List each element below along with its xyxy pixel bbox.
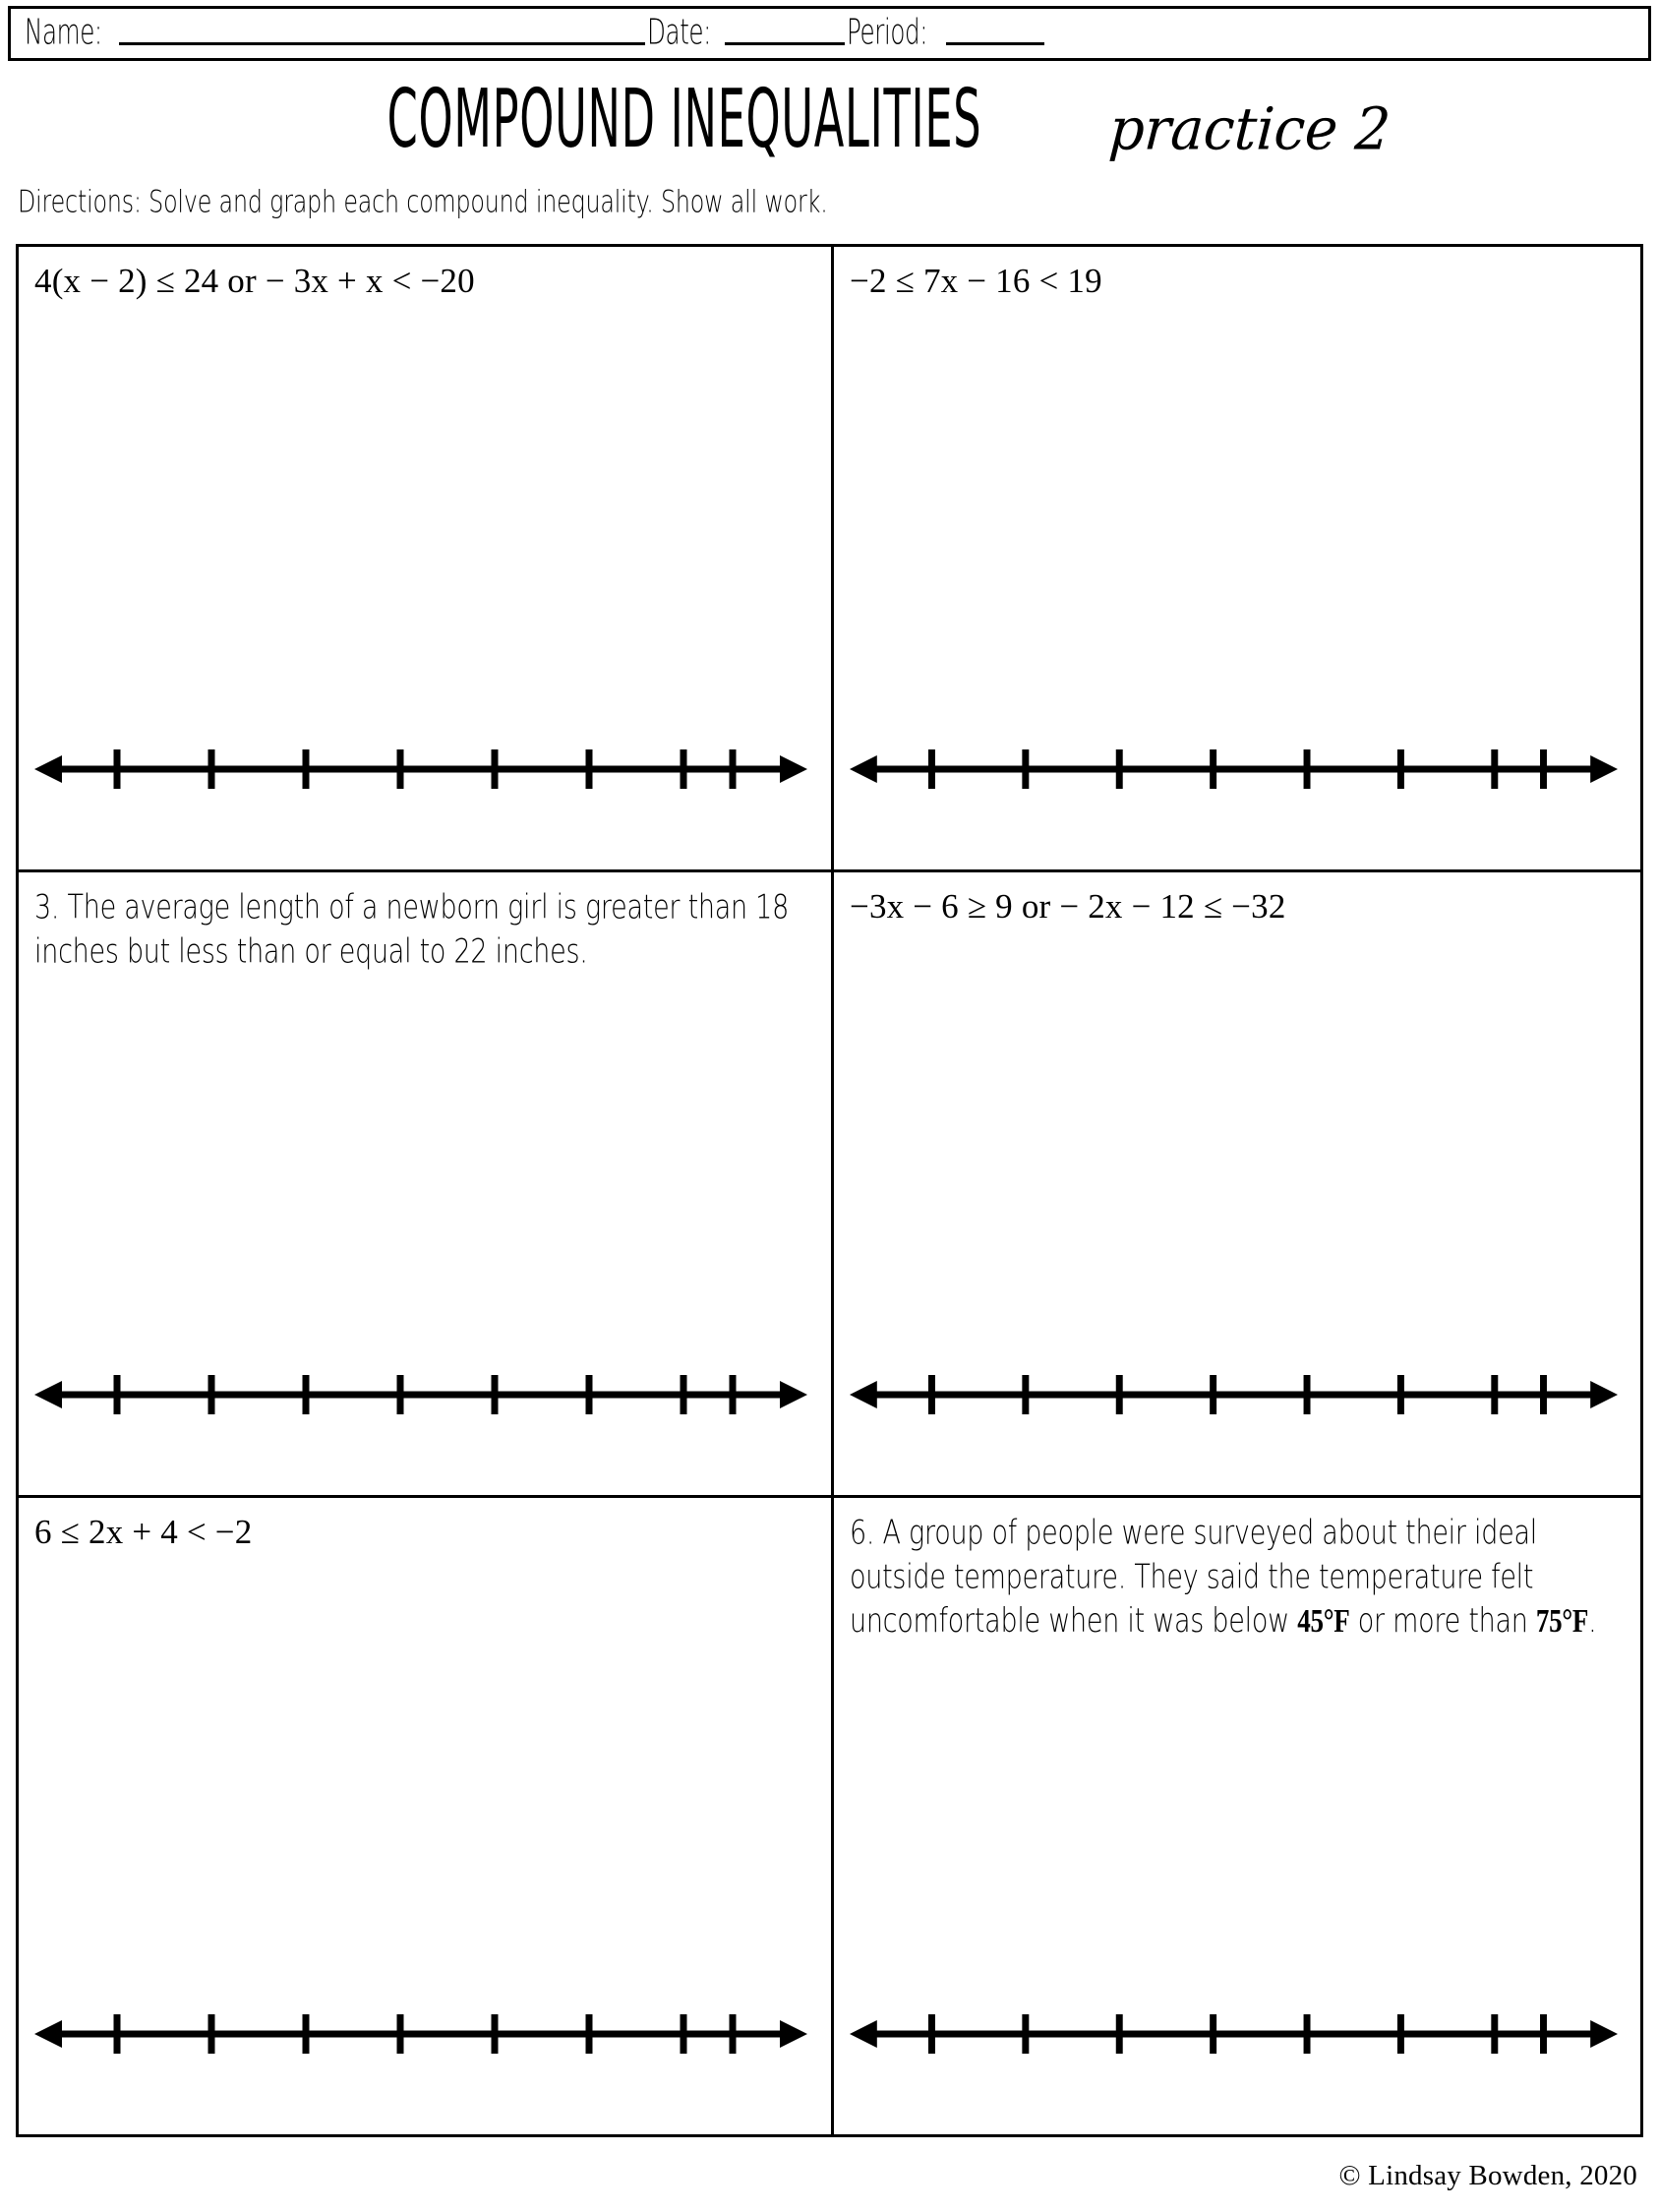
date-label: Date: xyxy=(647,12,712,54)
problem-row-1 xyxy=(19,247,1640,872)
number-line-svg xyxy=(32,1365,809,1424)
number-line-svg xyxy=(848,740,1620,799)
problem-cell-6[interactable] xyxy=(834,1498,1640,2134)
problem-6-temp-low: 45°F xyxy=(1297,1602,1350,1640)
period-input-rule[interactable] xyxy=(946,42,1044,45)
problem-1-expression: 4(x − 2) ≤ 24 or − 3x + x < −20 xyxy=(34,262,475,300)
problem-6-temp-high: 75°F xyxy=(1535,1602,1589,1640)
number-line-svg xyxy=(848,2004,1620,2063)
problem-cell-5[interactable] xyxy=(19,1498,834,2134)
copyright-footer: © Lindsay Bowden, 2020 xyxy=(1338,2160,1637,2191)
number-line-svg xyxy=(32,740,809,799)
period-label: Period: xyxy=(847,12,928,54)
number-line-1[interactable] xyxy=(32,740,809,799)
problem-row-3 xyxy=(19,1498,1640,2134)
title-main-text: COMPOUND INEQUALITIES xyxy=(386,71,982,166)
name-input-rule[interactable] xyxy=(119,42,645,45)
problem-6-text-part3: . xyxy=(1588,1601,1597,1641)
problem-5-expression: 6 ≤ 2x + 4 < −2 xyxy=(34,1513,253,1551)
problem-grid xyxy=(16,244,1643,2137)
title-script-text: practice 2 xyxy=(1106,95,1392,164)
problem-3-text: 3. The average length of a newborn girl is greater than 18 inches but less than or equal to 22 inches. xyxy=(34,888,789,972)
problem-4-expression: −3x − 6 ≥ 9 or − 2x − 12 ≤ −32 xyxy=(850,887,1286,926)
directions-text: Directions: Solve and graph each compound inequality. Show all work. xyxy=(18,185,828,220)
page-title xyxy=(0,71,1659,166)
problem-6-text-part2: or more than xyxy=(1349,1601,1536,1641)
number-line-svg xyxy=(848,1365,1620,1424)
date-input-rule[interactable] xyxy=(725,42,845,45)
number-line-4[interactable] xyxy=(848,1365,1620,1424)
problem-cell-1[interactable] xyxy=(19,247,834,869)
number-line-6[interactable] xyxy=(848,2004,1620,2063)
problem-cell-4[interactable] xyxy=(834,872,1640,1495)
number-line-3[interactable] xyxy=(32,1365,809,1424)
number-line-svg xyxy=(32,2004,809,2063)
name-label: Name: xyxy=(25,12,102,54)
problem-row-2 xyxy=(19,872,1640,1498)
number-line-2[interactable] xyxy=(848,740,1620,799)
problem-6-text xyxy=(850,1512,1624,1644)
problem-6-text-part1: 6. A group of people were surveyed about their ideal outside temperature. They said the temperature felt uncomfortable when it was below xyxy=(850,1514,1537,1641)
student-info-header xyxy=(8,6,1651,61)
number-line-5[interactable] xyxy=(32,2004,809,2063)
problem-cell-2[interactable] xyxy=(834,247,1640,869)
problem-cell-3[interactable] xyxy=(19,872,834,1495)
problem-2-expression: −2 ≤ 7x − 16 < 19 xyxy=(850,262,1102,300)
